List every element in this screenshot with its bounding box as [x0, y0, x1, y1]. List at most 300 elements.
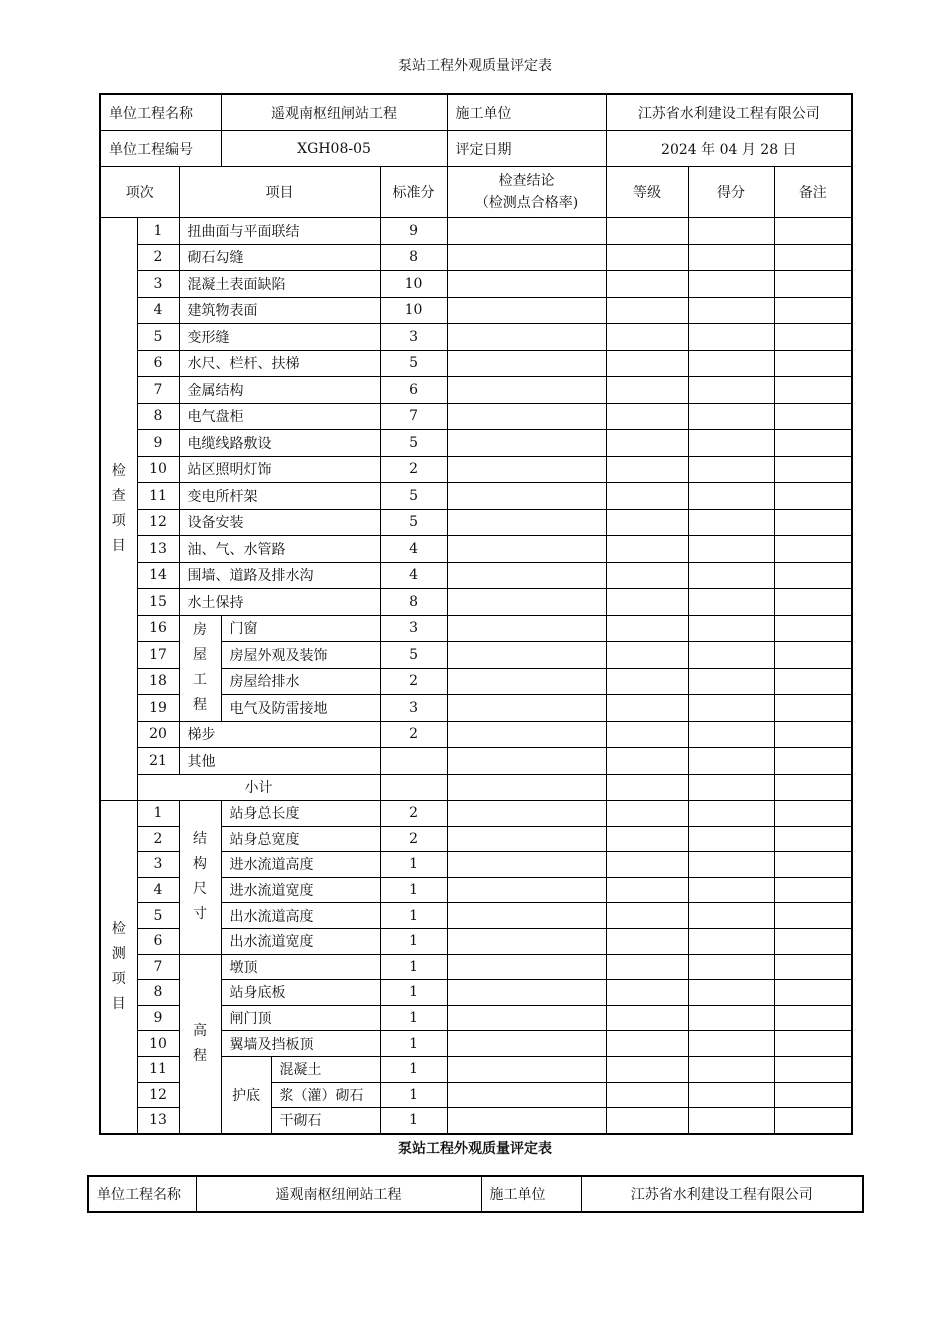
remark-cell [774, 1031, 852, 1057]
grade-cell [606, 430, 688, 457]
vertical-label-char: 测 [111, 945, 126, 962]
grade-cell [606, 271, 688, 298]
item-std: 1 [380, 1082, 447, 1108]
subtotal-label: 小计 [137, 774, 380, 801]
score-cell [688, 536, 774, 563]
item-std: 7 [380, 403, 447, 430]
item-std: 4 [380, 562, 447, 589]
score-cell [688, 826, 774, 852]
result-cell [447, 218, 606, 245]
result-cell [447, 980, 606, 1006]
remark-cell [774, 244, 852, 271]
form-title-repeat: 泵站工程外观质量评定表 [398, 1141, 552, 1157]
item-std: 10 [380, 297, 447, 324]
unit-name-label: 单位工程名称 [100, 94, 221, 131]
grade-cell [606, 695, 688, 722]
item-no: 5 [137, 324, 179, 351]
remark-cell [774, 1056, 852, 1082]
item-no: 1 [137, 218, 179, 245]
item-no: 17 [137, 642, 179, 669]
table-row [100, 271, 852, 298]
item-no: 10 [137, 1031, 179, 1057]
item-std: 2 [380, 826, 447, 852]
score-cell [688, 403, 774, 430]
item-name: 出水流道高度 [221, 903, 380, 929]
item-no: 3 [137, 852, 179, 878]
evaluation-table-page2-header [87, 1175, 864, 1213]
vertical-label-char: 寸 [193, 906, 208, 923]
item-name: 水尺、栏杆、扶梯 [179, 350, 380, 377]
remark-cell [774, 903, 852, 929]
result-cell [447, 350, 606, 377]
col-result-header [447, 167, 606, 218]
table-row [100, 509, 852, 536]
result-cell [447, 1005, 606, 1031]
result-cell [447, 377, 606, 404]
remark-cell [774, 377, 852, 404]
vertical-label-char: 工 [193, 672, 208, 688]
item-name: 干砌石 [271, 1108, 380, 1134]
result-cell [447, 1108, 606, 1134]
item-no: 19 [137, 695, 179, 722]
subtotal-row [100, 774, 852, 801]
item-std: 1 [380, 1005, 447, 1031]
item-std: 8 [380, 589, 447, 616]
item-no: 18 [137, 668, 179, 695]
item-no: 8 [137, 403, 179, 430]
item-std: 3 [380, 324, 447, 351]
result-cell [447, 801, 606, 827]
item-std: 5 [380, 509, 447, 536]
table-row [100, 589, 852, 616]
item-no: 15 [137, 589, 179, 616]
item-std [380, 774, 447, 801]
score-cell [688, 377, 774, 404]
score-cell [688, 721, 774, 748]
struct-group-label [179, 801, 221, 955]
score-cell [688, 297, 774, 324]
grade-cell [606, 928, 688, 954]
remark-cell [774, 350, 852, 377]
item-no: 13 [137, 1108, 179, 1134]
item-name: 混凝土 [271, 1056, 380, 1082]
result-cell [447, 297, 606, 324]
result-cell [447, 1031, 606, 1057]
col-item-header: 项目 [179, 167, 380, 218]
item-name: 电气盘柜 [179, 403, 380, 430]
grade-cell [606, 877, 688, 903]
score-cell [688, 695, 774, 722]
item-std: 8 [380, 244, 447, 271]
result-cell [447, 536, 606, 563]
item-no: 4 [137, 877, 179, 903]
table-row [100, 721, 852, 748]
score-cell [688, 801, 774, 827]
item-name: 出水流道宽度 [221, 928, 380, 954]
table-row [100, 403, 852, 430]
score-cell [688, 483, 774, 510]
grade-cell [606, 826, 688, 852]
item-no: 2 [137, 826, 179, 852]
score-cell [688, 1031, 774, 1057]
item-no: 6 [137, 350, 179, 377]
vertical-label-char: 检 [111, 463, 126, 479]
item-std: 3 [380, 615, 447, 642]
grade-cell [606, 1082, 688, 1108]
item-no: 4 [137, 297, 179, 324]
result-cell [447, 483, 606, 510]
contractor-label: 施工单位 [481, 1176, 581, 1212]
table-row [100, 801, 852, 827]
result-cell [447, 826, 606, 852]
score-cell [688, 1056, 774, 1082]
grade-cell [606, 562, 688, 589]
remark-cell [774, 218, 852, 245]
result-cell [447, 903, 606, 929]
item-std: 2 [380, 668, 447, 695]
elev-group-label [179, 954, 221, 1134]
item-std: 3 [380, 695, 447, 722]
remark-cell [774, 297, 852, 324]
remark-cell [774, 877, 852, 903]
result-cell [447, 642, 606, 669]
grade-cell [606, 668, 688, 695]
score-cell [688, 430, 774, 457]
score-cell [688, 903, 774, 929]
item-std: 1 [380, 1108, 447, 1134]
grade-cell [606, 954, 688, 980]
item-name: 电气及防雷接地 [221, 695, 380, 722]
item-no: 7 [137, 954, 179, 980]
table-row [100, 297, 852, 324]
col-result-line2: （检测点合格率) [474, 195, 579, 211]
remark-cell [774, 852, 852, 878]
vertical-label-char: 查 [111, 488, 126, 504]
item-name: 闸门顶 [221, 1005, 380, 1031]
item-std: 5 [380, 350, 447, 377]
table-row [100, 483, 852, 510]
item-name: 混凝土表面缺陷 [179, 271, 380, 298]
result-cell [447, 877, 606, 903]
item-name: 进水流道宽度 [221, 877, 380, 903]
remark-cell [774, 456, 852, 483]
vertical-label-char: 结 [193, 831, 208, 848]
grade-cell [606, 483, 688, 510]
item-no: 9 [137, 1005, 179, 1031]
item-std: 5 [380, 642, 447, 669]
score-cell [688, 456, 774, 483]
item-name: 站区照明灯饰 [179, 456, 380, 483]
grade-cell [606, 774, 688, 801]
vertical-label-char: 目 [111, 995, 126, 1012]
remark-cell [774, 1005, 852, 1031]
table-row [100, 615, 852, 642]
remark-cell [774, 774, 852, 801]
item-name: 站身底板 [221, 980, 380, 1006]
grade-cell [606, 642, 688, 669]
remark-cell [774, 642, 852, 669]
remark-cell [774, 430, 852, 457]
item-name: 砌石勾缝 [179, 244, 380, 271]
grade-cell [606, 1031, 688, 1057]
item-name: 浆（灌）砌石 [271, 1082, 380, 1108]
remark-cell [774, 271, 852, 298]
col-grade-header: 等级 [606, 167, 688, 218]
score-cell [688, 748, 774, 775]
item-std: 4 [380, 536, 447, 563]
item-std: 1 [380, 903, 447, 929]
table-row [100, 324, 852, 351]
remark-cell [774, 615, 852, 642]
result-cell [447, 430, 606, 457]
score-cell [688, 615, 774, 642]
score-cell [688, 218, 774, 245]
grade-cell [606, 589, 688, 616]
remark-cell [774, 748, 852, 775]
grade-cell [606, 748, 688, 775]
vertical-label-char: 项 [111, 970, 126, 987]
item-std: 2 [380, 801, 447, 827]
score-cell [688, 350, 774, 377]
grade-cell [606, 980, 688, 1006]
result-cell [447, 695, 606, 722]
item-std: 1 [380, 852, 447, 878]
item-std: 1 [380, 980, 447, 1006]
item-std: 1 [380, 954, 447, 980]
date-label: 评定日期 [447, 131, 606, 167]
item-no: 12 [137, 1082, 179, 1108]
item-name: 油、气、水管路 [179, 536, 380, 563]
table-row [100, 954, 852, 980]
item-name: 进水流道高度 [221, 852, 380, 878]
grade-cell [606, 721, 688, 748]
remark-cell [774, 826, 852, 852]
item-no: 7 [137, 377, 179, 404]
result-cell [447, 668, 606, 695]
score-cell [688, 509, 774, 536]
grade-cell [606, 244, 688, 271]
unit-name-value: 遥观南枢纽闸站工程 [221, 94, 447, 131]
item-name: 金属结构 [179, 377, 380, 404]
item-name: 其他 [179, 748, 380, 775]
grade-cell [606, 1005, 688, 1031]
vertical-label-char: 构 [193, 856, 208, 873]
table-row [100, 244, 852, 271]
remark-cell [774, 954, 852, 980]
item-no: 11 [137, 483, 179, 510]
table-row [100, 562, 852, 589]
vertical-label-char: 尺 [193, 881, 208, 898]
item-name: 房屋外观及装饰 [221, 642, 380, 669]
item-name: 房屋给排水 [221, 668, 380, 695]
item-name: 门窗 [221, 615, 380, 642]
table-row [100, 536, 852, 563]
item-no: 6 [137, 928, 179, 954]
unit-code-label: 单位工程编号 [100, 131, 221, 167]
form-title: 泵站工程外观质量评定表 [398, 58, 552, 74]
result-cell [447, 589, 606, 616]
remark-cell [774, 928, 852, 954]
result-cell [447, 1082, 606, 1108]
item-no: 14 [137, 562, 179, 589]
item-std: 1 [380, 1031, 447, 1057]
item-no: 2 [137, 244, 179, 271]
item-name: 梯步 [179, 721, 380, 748]
score-cell [688, 980, 774, 1006]
item-name: 变形缝 [179, 324, 380, 351]
result-cell [447, 774, 606, 801]
item-no: 13 [137, 536, 179, 563]
item-std [380, 748, 447, 775]
score-cell [688, 668, 774, 695]
result-cell [447, 615, 606, 642]
remark-cell [774, 536, 852, 563]
evaluation-table [99, 93, 853, 1135]
vertical-label-char: 项 [111, 513, 126, 529]
grade-cell [606, 1056, 688, 1082]
item-name: 变电所杆架 [179, 483, 380, 510]
score-cell [688, 852, 774, 878]
grade-cell [606, 218, 688, 245]
grade-cell [606, 324, 688, 351]
grade-cell [606, 615, 688, 642]
vertical-label-char: 房 [193, 622, 208, 638]
item-no: 9 [137, 430, 179, 457]
grade-cell [606, 852, 688, 878]
contractor-value: 江苏省水利建设工程有限公司 [581, 1176, 863, 1212]
item-no: 3 [137, 271, 179, 298]
item-std: 2 [380, 721, 447, 748]
score-cell [688, 774, 774, 801]
result-cell [447, 852, 606, 878]
remark-cell [774, 801, 852, 827]
item-name: 水土保持 [179, 589, 380, 616]
remark-cell [774, 403, 852, 430]
item-std: 2 [380, 456, 447, 483]
item-std: 6 [380, 377, 447, 404]
unit-name-value: 遥观南枢纽闸站工程 [196, 1176, 481, 1212]
grade-cell [606, 403, 688, 430]
remark-cell [774, 509, 852, 536]
item-name: 电缆线路敷设 [179, 430, 380, 457]
vertical-label-char: 屋 [193, 647, 208, 663]
item-name: 站身总宽度 [221, 826, 380, 852]
item-no: 8 [137, 980, 179, 1006]
remark-cell [774, 980, 852, 1006]
score-cell [688, 877, 774, 903]
score-cell [688, 1005, 774, 1031]
result-cell [447, 509, 606, 536]
date-value: 2024 年 04 月 28 日 [606, 131, 852, 167]
item-std: 5 [380, 430, 447, 457]
grade-cell [606, 903, 688, 929]
result-cell [447, 244, 606, 271]
item-std: 1 [380, 928, 447, 954]
score-cell [688, 954, 774, 980]
house-group-label [179, 615, 221, 721]
score-cell [688, 642, 774, 669]
score-cell [688, 324, 774, 351]
grade-cell [606, 350, 688, 377]
item-no: 5 [137, 903, 179, 929]
col-std-header: 标准分 [380, 167, 447, 218]
unit-code-value: XGH08-05 [221, 131, 447, 167]
table-row [100, 218, 852, 245]
col-remark-header: 备注 [774, 167, 852, 218]
result-cell [447, 456, 606, 483]
item-name: 墩顶 [221, 954, 380, 980]
item-std: 5 [380, 483, 447, 510]
remark-cell [774, 721, 852, 748]
grade-cell [606, 509, 688, 536]
remark-cell [774, 483, 852, 510]
item-name: 翼墙及挡板顶 [221, 1031, 380, 1057]
table-row [100, 456, 852, 483]
unit-name-label: 单位工程名称 [88, 1176, 196, 1212]
score-cell [688, 244, 774, 271]
contractor-label: 施工单位 [447, 94, 606, 131]
result-cell [447, 324, 606, 351]
grade-cell [606, 297, 688, 324]
item-no: 21 [137, 748, 179, 775]
apron-label: 护底 [221, 1056, 271, 1133]
check-section-label [100, 218, 137, 801]
table-row [100, 377, 852, 404]
result-cell [447, 928, 606, 954]
grade-cell [606, 801, 688, 827]
table-row [100, 748, 852, 775]
item-no: 1 [137, 801, 179, 827]
grade-cell [606, 536, 688, 563]
result-cell [447, 748, 606, 775]
score-cell [688, 928, 774, 954]
score-cell [688, 1082, 774, 1108]
score-cell [688, 589, 774, 616]
vertical-label-char: 高 [193, 1022, 208, 1039]
col-score-header: 得分 [688, 167, 774, 218]
item-std: 9 [380, 218, 447, 245]
item-name: 站身总长度 [221, 801, 380, 827]
grade-cell [606, 1108, 688, 1134]
score-cell [688, 1108, 774, 1134]
contractor-value: 江苏省水利建设工程有限公司 [606, 94, 852, 131]
remark-cell [774, 668, 852, 695]
remark-cell [774, 1108, 852, 1134]
result-cell [447, 721, 606, 748]
result-cell [447, 403, 606, 430]
score-cell [688, 271, 774, 298]
score-cell [688, 562, 774, 589]
result-cell [447, 271, 606, 298]
vertical-label-char: 目 [111, 538, 126, 554]
item-name: 围墙、道路及排水沟 [179, 562, 380, 589]
remark-cell [774, 1082, 852, 1108]
remark-cell [774, 589, 852, 616]
table-row [100, 430, 852, 457]
remark-cell [774, 562, 852, 589]
item-no: 12 [137, 509, 179, 536]
item-std: 10 [380, 271, 447, 298]
vertical-label-char: 检 [111, 920, 126, 937]
item-no: 16 [137, 615, 179, 642]
item-no: 10 [137, 456, 179, 483]
item-name: 扭曲面与平面联结 [179, 218, 380, 245]
grade-cell [606, 456, 688, 483]
table-row [100, 350, 852, 377]
item-std: 1 [380, 877, 447, 903]
vertical-label-char: 程 [193, 1047, 208, 1064]
item-no: 11 [137, 1056, 179, 1082]
